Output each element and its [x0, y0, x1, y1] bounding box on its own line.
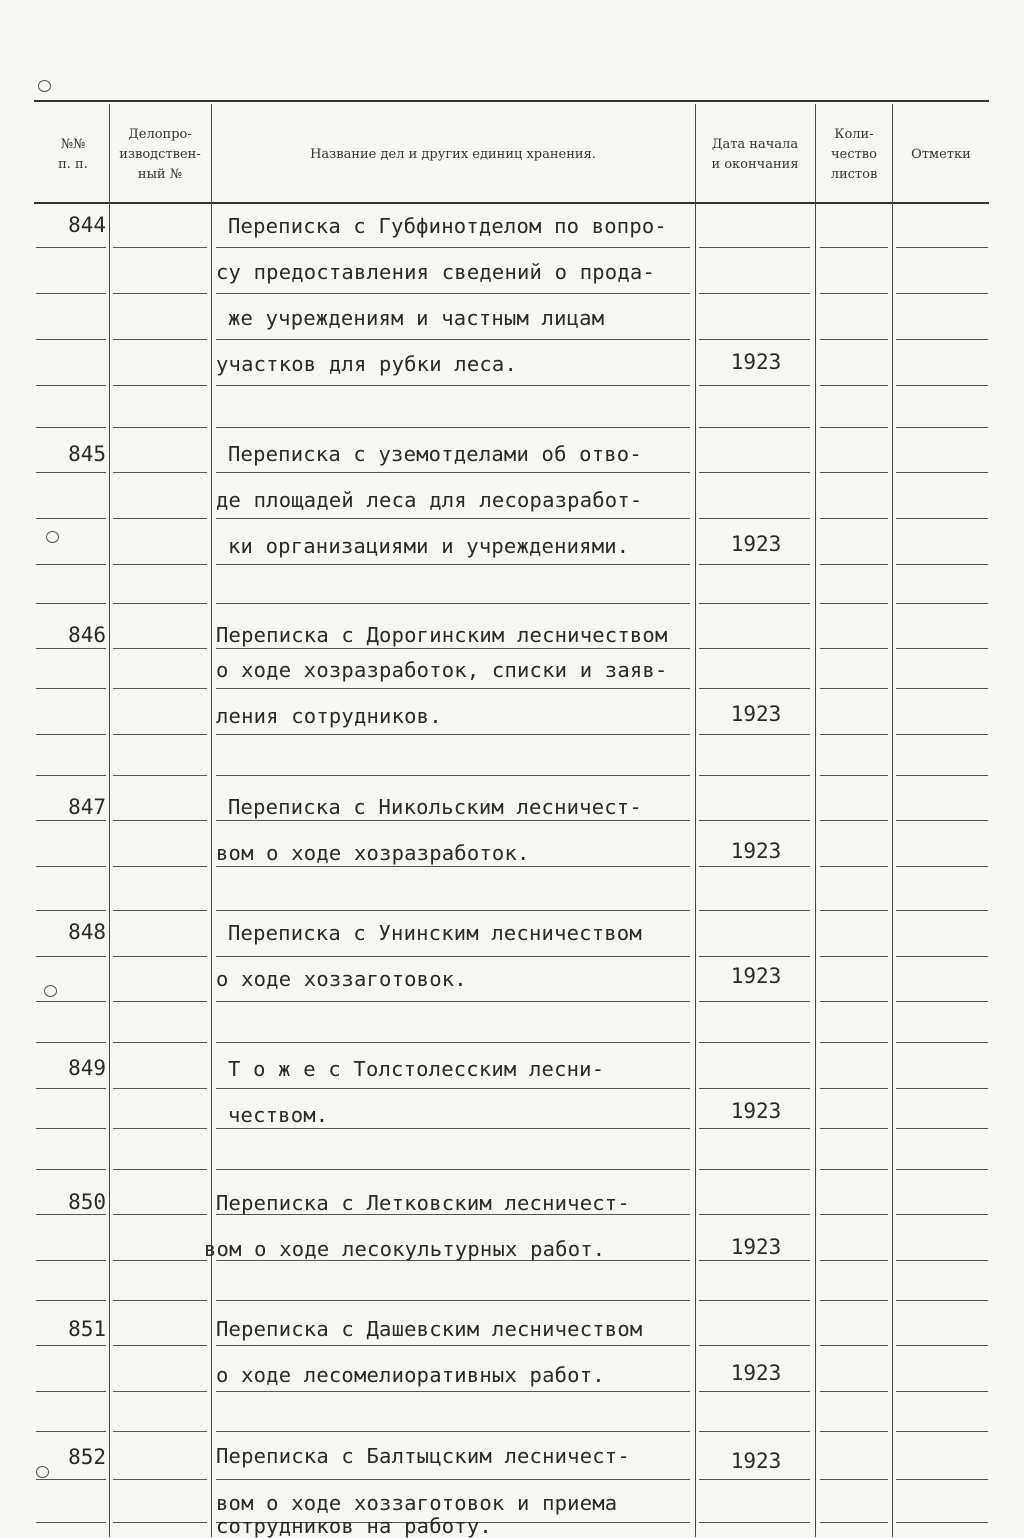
ruled-line	[216, 603, 690, 604]
ruled-line	[216, 820, 690, 821]
ruled-line	[36, 385, 106, 386]
ruled-line	[113, 820, 207, 821]
ruled-line	[36, 1345, 106, 1346]
ruled-line	[216, 1345, 690, 1346]
ruled-line	[820, 472, 888, 473]
ruled-line	[113, 956, 207, 957]
ruled-line	[216, 472, 690, 473]
ruled-line	[36, 603, 106, 604]
ruled-line	[36, 1479, 106, 1480]
entry-title-line: о ходе лесомелиоративных работ.	[216, 1363, 605, 1387]
ruled-line	[36, 775, 106, 776]
entry-year: 1923	[730, 702, 782, 726]
ruled-line	[113, 910, 207, 911]
ruled-line	[896, 1001, 988, 1002]
ruled-line	[699, 1522, 810, 1523]
ruled-line	[699, 1042, 810, 1043]
ruled-line	[820, 688, 888, 689]
ruled-line	[216, 1300, 690, 1301]
ruled-line	[820, 775, 888, 776]
ruled-line	[820, 866, 888, 867]
ruled-line	[896, 734, 988, 735]
column-divider	[892, 104, 893, 1537]
ruled-line	[820, 1431, 888, 1432]
ruled-line	[36, 1128, 106, 1129]
ruled-line	[820, 1169, 888, 1170]
ruled-line	[113, 1169, 207, 1170]
entry-year: 1923	[730, 1235, 782, 1259]
ruled-line	[216, 866, 690, 867]
entry-title-line: су предоставления сведений о прода-	[216, 260, 655, 284]
entry-title-line: вом о ходе лесокультурных работ.	[204, 1237, 606, 1261]
ruled-line	[820, 1345, 888, 1346]
ruled-line	[896, 564, 988, 565]
entry-title-line: о ходе хоззаготовок.	[216, 967, 467, 991]
ruled-line	[216, 247, 690, 248]
ruled-line	[896, 688, 988, 689]
entry-title-line: Переписка с Дорогинским лесничеством	[216, 623, 668, 647]
header-office-number: Делопро- изводствен- ный №	[119, 127, 201, 182]
ruled-line	[820, 956, 888, 957]
ruled-line	[36, 1214, 106, 1215]
ruled-line	[113, 648, 207, 649]
ruled-line	[820, 1214, 888, 1215]
ruled-line	[820, 820, 888, 821]
entry-title-line: Переписка с уземотделами об отво-	[228, 442, 642, 466]
ruled-line	[216, 1042, 690, 1043]
ruled-line	[820, 910, 888, 911]
ruled-line	[113, 1391, 207, 1392]
entry-title-line: ки организациями и учреждениями.	[228, 534, 630, 558]
ruled-line	[36, 339, 106, 340]
ruled-line	[896, 1128, 988, 1129]
ruled-line	[896, 1300, 988, 1301]
ruled-line	[699, 734, 810, 735]
ruled-line	[896, 293, 988, 294]
entry-number: 849	[68, 1056, 106, 1080]
ruled-line	[820, 648, 888, 649]
column-divider	[109, 104, 110, 1537]
ruled-line	[896, 866, 988, 867]
ruled-line	[216, 293, 690, 294]
ruled-line	[113, 564, 207, 565]
ruled-line	[36, 866, 106, 867]
margin-hole-mark	[46, 531, 59, 543]
header-number: №№ п. п.	[58, 137, 88, 172]
ruled-line	[216, 956, 690, 957]
ruled-line	[113, 1431, 207, 1432]
ruled-line	[36, 734, 106, 735]
ruled-line	[820, 1042, 888, 1043]
ruled-line	[896, 910, 988, 911]
entry-title-line: Переписка с Унинским лесничеством	[228, 921, 642, 945]
ruled-line	[896, 1522, 988, 1523]
ruled-line	[216, 518, 690, 519]
entry-title-line: вом о ходе хоззаготовок и приема	[216, 1491, 618, 1515]
entry-number: 851	[68, 1317, 106, 1341]
ruled-line	[113, 866, 207, 867]
ruled-line	[36, 820, 106, 821]
entry-title-line: Переписка с Летковским лесничест-	[216, 1191, 630, 1215]
ruled-line	[113, 734, 207, 735]
ruled-line	[113, 293, 207, 294]
ruled-line	[699, 1431, 810, 1432]
ruled-line	[216, 339, 690, 340]
ruled-line	[896, 1479, 988, 1480]
ruled-line	[36, 1431, 106, 1432]
ruled-line	[699, 472, 810, 473]
ruled-line	[36, 910, 106, 911]
entry-number: 844	[68, 213, 106, 237]
entry-year: 1923	[730, 964, 782, 988]
ruled-line	[36, 1169, 106, 1170]
ruled-line	[216, 734, 690, 735]
ruled-line	[699, 1391, 810, 1392]
ruled-line	[699, 1300, 810, 1301]
ruled-line	[216, 427, 690, 428]
ruled-line	[216, 1391, 690, 1392]
ruled-line	[699, 1169, 810, 1170]
ruled-line	[36, 293, 106, 294]
ruled-line	[699, 688, 810, 689]
ruled-line	[699, 339, 810, 340]
ruled-line	[36, 688, 106, 689]
header-rule	[34, 202, 989, 204]
ruled-line	[896, 1042, 988, 1043]
margin-hole-mark	[36, 1466, 49, 1478]
ruled-line	[699, 1479, 810, 1480]
ruled-line	[820, 1300, 888, 1301]
ruled-line	[896, 956, 988, 957]
ruled-line	[699, 956, 810, 957]
ruled-line	[36, 1088, 106, 1089]
ruled-line	[113, 339, 207, 340]
ruled-line	[699, 293, 810, 294]
ruled-line	[820, 427, 888, 428]
ruled-line	[820, 564, 888, 565]
ruled-line	[699, 385, 810, 386]
ruled-line	[896, 385, 988, 386]
entry-title-line: Переписка с Дашевским лесничеством	[216, 1317, 643, 1341]
ruled-line	[113, 518, 207, 519]
header-sheet-count: Коли- чество листов	[830, 127, 878, 182]
entry-title-line: же учреждениям и частным лицам	[228, 306, 605, 330]
ruled-line	[699, 564, 810, 565]
entry-title-line: Переписка с Никольским лесничест-	[228, 795, 642, 819]
top-rule	[34, 100, 989, 102]
ruled-line	[216, 564, 690, 565]
ruled-line	[699, 910, 810, 911]
ruled-line	[113, 1345, 207, 1346]
ruled-line	[896, 1345, 988, 1346]
ruled-line	[896, 518, 988, 519]
entry-year: 1923	[730, 350, 782, 374]
ruled-line	[216, 775, 690, 776]
ruled-line	[699, 1260, 810, 1261]
ruled-line	[36, 1260, 106, 1261]
ruled-line	[36, 956, 106, 957]
ruled-line	[36, 648, 106, 649]
ruled-line	[896, 1431, 988, 1432]
column-divider	[815, 104, 816, 1537]
ruled-line	[820, 1001, 888, 1002]
entry-number: 847	[68, 795, 106, 819]
ruled-line	[216, 910, 690, 911]
ruled-line	[699, 518, 810, 519]
entry-title-line: Переписка с Губфинотделом по вопро-	[228, 214, 667, 238]
ruled-line	[36, 1042, 106, 1043]
ruled-line	[36, 564, 106, 565]
ruled-line	[216, 1431, 690, 1432]
entry-title-line: вом о ходе хозразработок.	[216, 841, 530, 865]
ruled-line	[113, 603, 207, 604]
column-divider	[695, 104, 696, 1537]
ruled-line	[896, 472, 988, 473]
ruled-line	[896, 247, 988, 248]
ruled-line	[820, 1260, 888, 1261]
ruled-line	[896, 1088, 988, 1089]
ruled-line	[820, 1522, 888, 1523]
ruled-line	[216, 1001, 690, 1002]
margin-hole-mark	[44, 985, 57, 997]
ruled-line	[896, 775, 988, 776]
ruled-line	[699, 775, 810, 776]
entry-title-line: де площадей леса для лесоразработ-	[216, 488, 643, 512]
entry-title-line: чеством.	[228, 1103, 329, 1127]
ruled-line	[820, 603, 888, 604]
ruled-line	[820, 247, 888, 248]
ruled-line	[820, 1088, 888, 1089]
ruled-line	[113, 1128, 207, 1129]
ruled-line	[699, 866, 810, 867]
ruled-line	[216, 1479, 690, 1480]
ruled-line	[699, 648, 810, 649]
ruled-line	[896, 648, 988, 649]
header-title: Название дел и других единиц хранения.	[310, 147, 596, 162]
ruled-line	[896, 820, 988, 821]
ruled-line	[36, 427, 106, 428]
ruled-line	[820, 293, 888, 294]
ruled-line	[216, 648, 690, 649]
ruled-line	[113, 1522, 207, 1523]
ruled-line	[36, 1522, 106, 1523]
ruled-line	[896, 339, 988, 340]
entry-number: 852	[68, 1445, 106, 1469]
ruled-line	[896, 427, 988, 428]
ruled-line	[113, 472, 207, 473]
ruled-line	[36, 1001, 106, 1002]
ruled-line	[113, 1214, 207, 1215]
header-notes: Отметки	[911, 147, 971, 162]
ruled-line	[113, 1300, 207, 1301]
ruled-line	[820, 518, 888, 519]
entry-year: 1923	[730, 839, 782, 863]
ruled-line	[113, 1001, 207, 1002]
ruled-line	[36, 1391, 106, 1392]
entry-year: 1923	[730, 1361, 782, 1385]
ruled-line	[896, 1391, 988, 1392]
ruled-line	[699, 603, 810, 604]
ruled-line	[216, 688, 690, 689]
ruled-line	[820, 1479, 888, 1480]
ruled-line	[896, 1214, 988, 1215]
ruled-line	[699, 820, 810, 821]
entry-number: 845	[68, 442, 106, 466]
ruled-line	[699, 1128, 810, 1129]
column-divider	[211, 104, 212, 1537]
ruled-line	[216, 1128, 690, 1129]
ruled-line	[36, 247, 106, 248]
ruled-line	[113, 1479, 207, 1480]
ruled-line	[36, 1300, 106, 1301]
ruled-line	[820, 1391, 888, 1392]
entry-number: 848	[68, 920, 106, 944]
ruled-line	[699, 427, 810, 428]
ruled-line	[699, 1345, 810, 1346]
ruled-line	[216, 385, 690, 386]
ruled-line	[896, 1260, 988, 1261]
ruled-line	[113, 247, 207, 248]
ruled-line	[820, 339, 888, 340]
entry-title-line: участков для рубки леса.	[216, 352, 518, 376]
entry-number: 850	[68, 1190, 106, 1214]
header-dates: Дата начала и окончания	[711, 137, 799, 172]
ruled-line	[113, 385, 207, 386]
entry-year: 1923	[730, 1449, 782, 1473]
ruled-line	[699, 1214, 810, 1215]
ruled-line	[820, 1128, 888, 1129]
ruled-line	[36, 472, 106, 473]
ruled-line	[113, 1088, 207, 1089]
ruled-line	[896, 603, 988, 604]
entry-year: 1923	[730, 532, 782, 556]
ruled-line	[820, 385, 888, 386]
ruled-line	[699, 1088, 810, 1089]
ruled-line	[699, 1001, 810, 1002]
ruled-line	[113, 1042, 207, 1043]
entry-title-line: Переписка с Балтыцским лесничест-	[216, 1444, 630, 1468]
entry-year: 1923	[730, 1099, 782, 1123]
entry-title-line: Т о ж е с Толстолесским лесни-	[228, 1057, 605, 1081]
ruled-line	[113, 1260, 207, 1261]
ruled-line	[113, 427, 207, 428]
entry-title-line: сотрудников на работу.	[216, 1514, 492, 1538]
ruled-line	[113, 688, 207, 689]
ruled-line	[36, 518, 106, 519]
ruled-line	[820, 734, 888, 735]
ruled-line	[216, 1169, 690, 1170]
entry-title-line: о ходе хозразработок, списки и заяв-	[216, 658, 668, 682]
ruled-line	[896, 1169, 988, 1170]
ruled-line	[216, 1088, 690, 1089]
margin-hole-mark	[38, 80, 51, 92]
entry-number: 846	[68, 623, 106, 647]
ruled-line	[699, 247, 810, 248]
entry-title-line: ления сотрудников.	[216, 704, 442, 728]
ruled-line	[113, 775, 207, 776]
